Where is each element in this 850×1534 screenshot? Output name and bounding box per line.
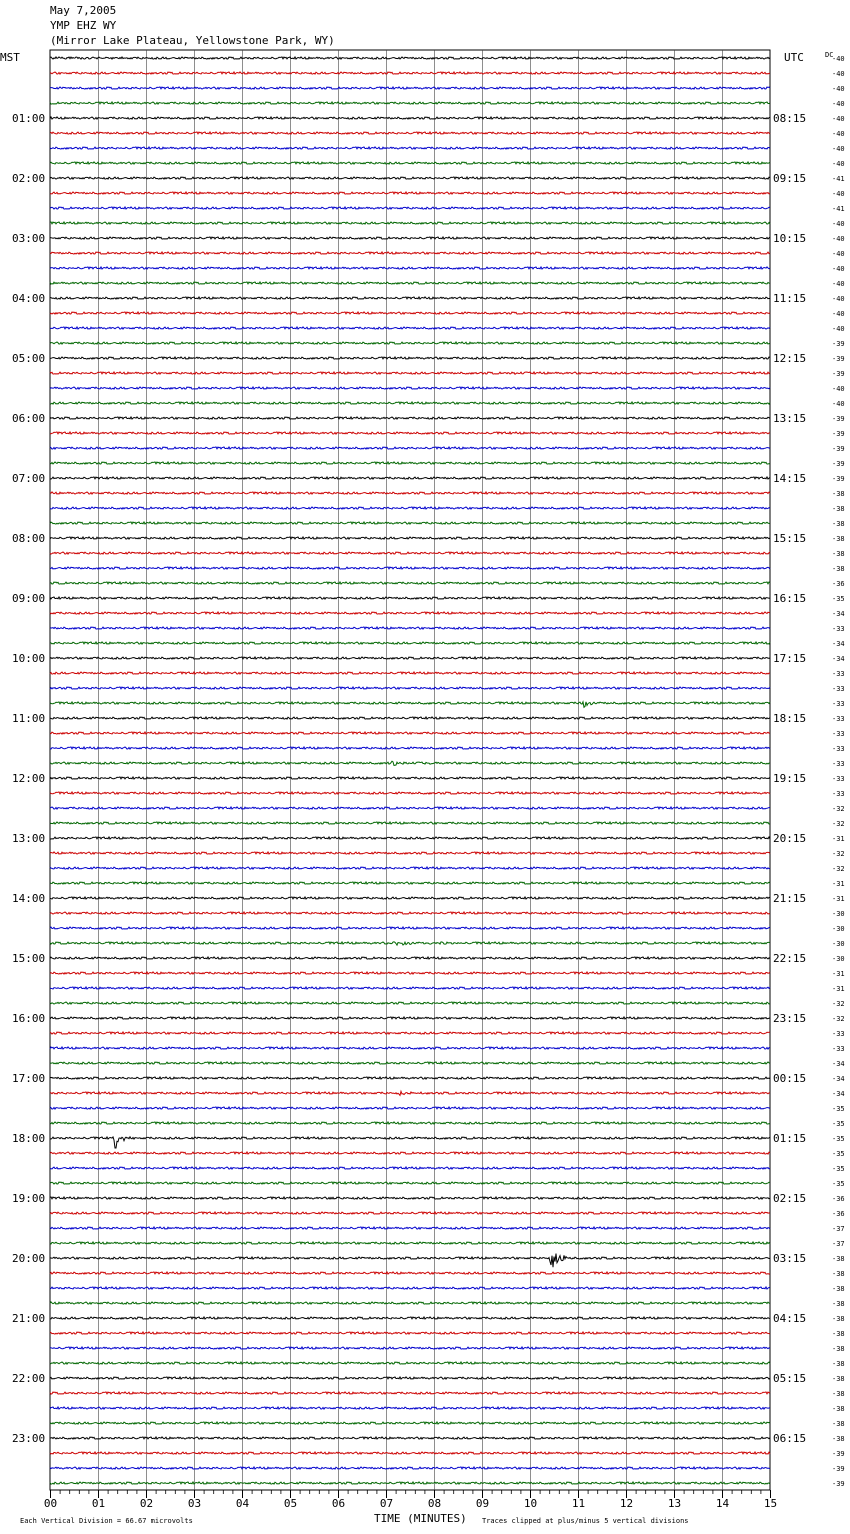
trace-row: [50, 597, 770, 599]
right-hour-label: 05:15: [773, 1372, 807, 1385]
dc-offset-label: -33: [832, 685, 845, 693]
dc-offset-label: -38: [832, 1390, 845, 1398]
right-hour-label: 23:15: [773, 1012, 807, 1025]
right-hour-label: 02:15: [773, 1192, 807, 1205]
trace-row: [50, 567, 770, 569]
trace-row: [50, 1272, 770, 1274]
left-hour-label: 08:00: [12, 532, 46, 545]
x-tick-label: 10: [523, 1497, 538, 1510]
trace-row: [50, 657, 770, 659]
trace-row: [50, 792, 770, 794]
dc-offset-label: -32: [832, 1015, 845, 1023]
dc-offset-label: -38: [832, 535, 845, 543]
trace-row: [50, 672, 770, 674]
right-hour-label: 21:15: [773, 892, 807, 905]
dc-offset-label: -32: [832, 850, 845, 858]
dc-offset-label: -33: [832, 715, 845, 723]
dc-offset-label: -40: [832, 85, 845, 93]
left-hour-label: 05:00: [12, 352, 46, 365]
dc-offset-label: -38: [832, 1255, 845, 1263]
right-hour-label: 15:15: [773, 532, 807, 545]
dc-offset-label: -40: [832, 145, 845, 153]
trace-row: [50, 1077, 770, 1079]
dc-offset-label: -35: [832, 1105, 845, 1113]
dc-offset-label: -35: [832, 1165, 845, 1173]
x-tick-label: 03: [187, 1497, 202, 1510]
left-hour-label: 18:00: [12, 1132, 46, 1145]
trace-row: [50, 357, 770, 359]
trace-row: [50, 1437, 770, 1439]
x-tick-label: 12: [619, 1497, 634, 1510]
trace-row: [50, 1407, 770, 1409]
trace-row: [50, 822, 770, 824]
left-hour-label: 20:00: [12, 1252, 46, 1265]
left-hour-label: 23:00: [12, 1432, 46, 1445]
left-hour-label: 01:00: [12, 112, 46, 125]
dc-offset-label: -40: [832, 310, 845, 318]
station-label: YMP EHZ WY: [50, 19, 117, 32]
dc-offset-label: -38: [832, 1270, 845, 1278]
date-label: May 7,2005: [50, 4, 117, 17]
trace-row: [50, 492, 770, 494]
x-tick-label: 09: [475, 1497, 490, 1510]
trace-row: [50, 1122, 770, 1124]
trace-row: [50, 507, 770, 509]
dc-offset-label: -31: [832, 895, 845, 903]
dc-offset-label: -38: [832, 1405, 845, 1413]
dc-offset-label: -38: [832, 1375, 845, 1383]
left-hour-label: 16:00: [12, 1012, 46, 1025]
dc-offset-label: -38: [832, 490, 845, 498]
dc-offset-label: -40: [832, 265, 845, 273]
dc-offset-label: -30: [832, 925, 845, 933]
trace-row: [50, 372, 770, 374]
dc-offset-label: -36: [832, 580, 845, 588]
trace-row: [50, 237, 770, 239]
dc-offset-label: -39: [832, 370, 845, 378]
dc-offset-label: -34: [832, 655, 845, 663]
trace-row: [50, 972, 770, 974]
dc-offset-label: -37: [832, 1225, 845, 1233]
right-hour-label: 09:15: [773, 172, 807, 185]
trace-row: [50, 72, 770, 74]
right-hour-label: 10:15: [773, 232, 807, 245]
trace-row: [50, 612, 770, 614]
x-tick-label: 01: [91, 1497, 106, 1510]
dc-offset-label: -36: [832, 1195, 845, 1203]
trace-row: [50, 927, 770, 929]
trace-row: [50, 1047, 770, 1049]
trace-row: [50, 1227, 770, 1229]
dc-offset-label: -40: [832, 400, 845, 408]
dc-offset-label: -33: [832, 760, 845, 768]
trace-row: [50, 1467, 770, 1469]
trace-row: [50, 537, 770, 539]
trace-row: [50, 732, 770, 734]
dc-offset-label: -40: [832, 115, 845, 123]
trace-row: [50, 687, 770, 689]
dc-offset-label: -40: [832, 190, 845, 198]
trace-row: [50, 192, 770, 194]
trace-row: [50, 702, 770, 707]
left-hour-label: 09:00: [12, 592, 46, 605]
trace-row: [50, 327, 770, 329]
dc-offset-label: -39: [832, 340, 845, 348]
trace-row: [50, 627, 770, 629]
trace-row: [50, 1167, 770, 1169]
dc-offset-label: -33: [832, 700, 845, 708]
trace-row: [50, 432, 770, 434]
x-tick-label: 14: [715, 1497, 730, 1510]
trace-row: [50, 1107, 770, 1109]
trace-row: [50, 1452, 770, 1454]
trace-row: [50, 342, 770, 344]
left-hour-label: 11:00: [12, 712, 46, 725]
trace-row: [50, 942, 770, 945]
trace-row: [50, 747, 770, 749]
dc-offset-label: -35: [832, 595, 845, 603]
dc-offset-label: -31: [832, 985, 845, 993]
left-timezone-label: MST: [0, 51, 20, 64]
dc-offset-label: -40: [832, 220, 845, 228]
trace-row: [50, 1332, 770, 1334]
right-hour-label: 18:15: [773, 712, 807, 725]
dc-offset-label: -31: [832, 880, 845, 888]
dc-offset-label: -34: [832, 1090, 845, 1098]
left-hour-label: 10:00: [12, 652, 46, 665]
trace-row: [50, 1347, 770, 1349]
dc-offset-label: -38: [832, 1435, 845, 1443]
right-hour-label: 13:15: [773, 412, 807, 425]
trace-row: [50, 1287, 770, 1289]
dc-offset-label: -41: [832, 175, 845, 183]
trace-row: [50, 267, 770, 269]
trace-row: [50, 132, 770, 134]
trace-row: [50, 162, 770, 164]
trace-row: [50, 1377, 770, 1379]
trace-row: [50, 1482, 770, 1484]
dc-offset-label: -38: [832, 1315, 845, 1323]
right-hour-label: 19:15: [773, 772, 807, 785]
clipping-note: Traces clipped at plus/minus 5 vertical divisions: [482, 1517, 689, 1525]
dc-offset-label: -31: [832, 835, 845, 843]
x-tick-label: 13: [667, 1497, 682, 1510]
left-hour-label: 21:00: [12, 1312, 46, 1325]
dc-offset-label: -40: [832, 160, 845, 168]
trace-row: [50, 882, 770, 884]
dc-offset-label: -36: [832, 1210, 845, 1218]
left-hour-label: 03:00: [12, 232, 46, 245]
trace-row: [50, 717, 770, 719]
dc-offset-label: -40: [832, 295, 845, 303]
dc-offset-label: -30: [832, 955, 845, 963]
trace-row: [50, 1317, 770, 1319]
dc-offset-label: -35: [832, 1180, 845, 1188]
dc-offset-label: -38: [832, 1420, 845, 1428]
trace-row: [50, 1212, 770, 1214]
dc-offset-label: -38: [832, 1345, 845, 1353]
trace-row: [50, 552, 770, 554]
dc-offset-label: -35: [832, 1120, 845, 1128]
trace-row: [50, 402, 770, 404]
dc-offset-label: -32: [832, 865, 845, 873]
trace-row: [50, 477, 770, 479]
dc-offset-label: -31: [832, 970, 845, 978]
dc-offset-label: -33: [832, 745, 845, 753]
trace-row: [50, 297, 770, 299]
x-tick-label: 15: [763, 1497, 778, 1510]
trace-row: [50, 462, 770, 464]
dc-offset-label: -35: [832, 1135, 845, 1143]
dc-offset-label: -40: [832, 235, 845, 243]
right-hour-label: 08:15: [773, 112, 807, 125]
right-hour-label: 01:15: [773, 1132, 807, 1145]
trace-row: [50, 1392, 770, 1394]
trace-row: [50, 1137, 770, 1148]
trace-row: [50, 777, 770, 779]
dc-offset-label: -37: [832, 1240, 845, 1248]
left-hour-label: 12:00: [12, 772, 46, 785]
left-hour-label: 02:00: [12, 172, 46, 185]
trace-row: [50, 282, 770, 284]
right-timezone-label: UTC: [784, 51, 804, 64]
right-hour-label: 00:15: [773, 1072, 807, 1085]
left-hour-label: 06:00: [12, 412, 46, 425]
dc-offset-label: -33: [832, 1030, 845, 1038]
right-hour-label: 11:15: [773, 292, 807, 305]
x-tick-label: 07: [379, 1497, 394, 1510]
trace-row: [50, 207, 770, 209]
trace-row: [50, 417, 770, 419]
dc-offset-label: -33: [832, 625, 845, 633]
trace-row: [50, 57, 770, 59]
dc-offset-label: -38: [832, 550, 845, 558]
left-hour-label: 19:00: [12, 1192, 46, 1205]
trace-row: [50, 957, 770, 959]
x-axis-title: TIME (MINUTES): [374, 1512, 467, 1525]
dc-offset-label: -39: [832, 1480, 845, 1488]
dc-offset-label: -30: [832, 910, 845, 918]
x-tick-label: 08: [427, 1497, 442, 1510]
left-hour-label: 14:00: [12, 892, 46, 905]
left-hour-label: 07:00: [12, 472, 46, 485]
x-tick-label: 05: [283, 1497, 298, 1510]
right-hour-label: 22:15: [773, 952, 807, 965]
dc-offset-label: -38: [832, 1330, 845, 1338]
x-tick-label: 06: [331, 1497, 346, 1510]
trace-row: [50, 1032, 770, 1034]
dc-offset-label: -40: [832, 55, 845, 63]
trace-row: [50, 1254, 770, 1268]
dc-offset-label: -33: [832, 790, 845, 798]
trace-row: [50, 1302, 770, 1304]
dc-offset-label: -32: [832, 1000, 845, 1008]
dc-offset-label: -33: [832, 775, 845, 783]
trace-row: [50, 642, 770, 644]
trace-row: [50, 807, 770, 809]
dc-offset-label: -30: [832, 940, 845, 948]
left-hour-label: 13:00: [12, 832, 46, 845]
dc-offset-label: -40: [832, 70, 845, 78]
left-hour-label: 04:00: [12, 292, 46, 305]
dc-offset-label: -40: [832, 385, 845, 393]
trace-layer: [50, 57, 770, 1484]
dc-offset-label: -33: [832, 730, 845, 738]
trace-row: [50, 1422, 770, 1424]
trace-row: [50, 1062, 770, 1064]
trace-row: [50, 761, 770, 765]
x-tick-label: 00: [43, 1497, 58, 1510]
left-hour-label: 17:00: [12, 1072, 46, 1085]
dc-offset-label: -34: [832, 1075, 845, 1083]
trace-row: [50, 102, 770, 104]
dc-offset-label: -35: [832, 1150, 845, 1158]
left-hour-label: 15:00: [12, 952, 46, 965]
trace-row: [50, 387, 770, 389]
grid-layer: [50, 50, 771, 1498]
dc-offset-label: -39: [832, 355, 845, 363]
right-hour-label: 03:15: [773, 1252, 807, 1265]
right-hour-label: 06:15: [773, 1432, 807, 1445]
trace-row: [50, 867, 770, 869]
x-tick-label: 04: [235, 1497, 250, 1510]
trace-row: [50, 1152, 770, 1154]
right-hour-label: 12:15: [773, 352, 807, 365]
dc-offset-label: -38: [832, 1285, 845, 1293]
x-tick-label: 11: [571, 1497, 586, 1510]
trace-row: [50, 582, 770, 584]
right-hour-label: 17:15: [773, 652, 807, 665]
vertical-division-note: Each Vertical Division = 66.67 microvolts: [20, 1517, 193, 1525]
trace-row: [50, 912, 770, 914]
dc-offset-label: -39: [832, 460, 845, 468]
dc-label: DC: [825, 51, 834, 59]
dc-offset-label: -39: [832, 1465, 845, 1473]
trace-row: [50, 447, 770, 449]
right-hour-label: 20:15: [773, 832, 807, 845]
right-hour-label: 16:15: [773, 592, 807, 605]
trace-row: [50, 87, 770, 89]
trace-row: [50, 852, 770, 854]
trace-row: [50, 897, 770, 899]
trace-row: [50, 522, 770, 524]
dc-offset-label: -32: [832, 820, 845, 828]
trace-row: [50, 252, 770, 254]
dc-offset-label: -39: [832, 475, 845, 483]
right-hour-label: 14:15: [773, 472, 807, 485]
dc-offset-label: -39: [832, 445, 845, 453]
trace-row: [50, 1197, 770, 1199]
trace-row: [50, 177, 770, 179]
dc-offset-label: -33: [832, 1045, 845, 1053]
dc-offset-label: -40: [832, 130, 845, 138]
trace-row: [50, 1182, 770, 1184]
trace-row: [50, 1242, 770, 1244]
right-hour-label: 04:15: [773, 1312, 807, 1325]
trace-row: [50, 147, 770, 149]
trace-row: [50, 1002, 770, 1004]
trace-row: [50, 312, 770, 314]
trace-row: [50, 1362, 770, 1364]
trace-row: [50, 222, 770, 224]
dc-offset-label: -38: [832, 1360, 845, 1368]
dc-offset-label: -40: [832, 325, 845, 333]
dc-offset-label: -41: [832, 205, 845, 213]
dc-offset-label: -38: [832, 565, 845, 573]
trace-row: [50, 987, 770, 989]
dc-offset-label: -38: [832, 505, 845, 513]
dc-offset-label: -40: [832, 250, 845, 258]
dc-offset-label: -39: [832, 430, 845, 438]
trace-row: [50, 1091, 770, 1095]
dc-offset-label: -38: [832, 1300, 845, 1308]
dc-offset-label: -38: [832, 520, 845, 528]
dc-offset-label: -39: [832, 415, 845, 423]
dc-offset-label: -34: [832, 610, 845, 618]
dc-offset-label: -33: [832, 670, 845, 678]
trace-row: [50, 837, 770, 839]
trace-row: [50, 1017, 770, 1019]
location-label: (Mirror Lake Plateau, Yellowstone Park, WY): [50, 34, 335, 47]
dc-offset-label: -32: [832, 805, 845, 813]
trace-row: [50, 117, 770, 119]
dc-offset-label: -34: [832, 640, 845, 648]
x-tick-label: 02: [139, 1497, 154, 1510]
dc-offset-label: -34: [832, 1060, 845, 1068]
left-hour-label: 22:00: [12, 1372, 46, 1385]
dc-offset-label: -39: [832, 1450, 845, 1458]
dc-offset-label: -40: [832, 280, 845, 288]
dc-offset-label: -40: [832, 100, 845, 108]
